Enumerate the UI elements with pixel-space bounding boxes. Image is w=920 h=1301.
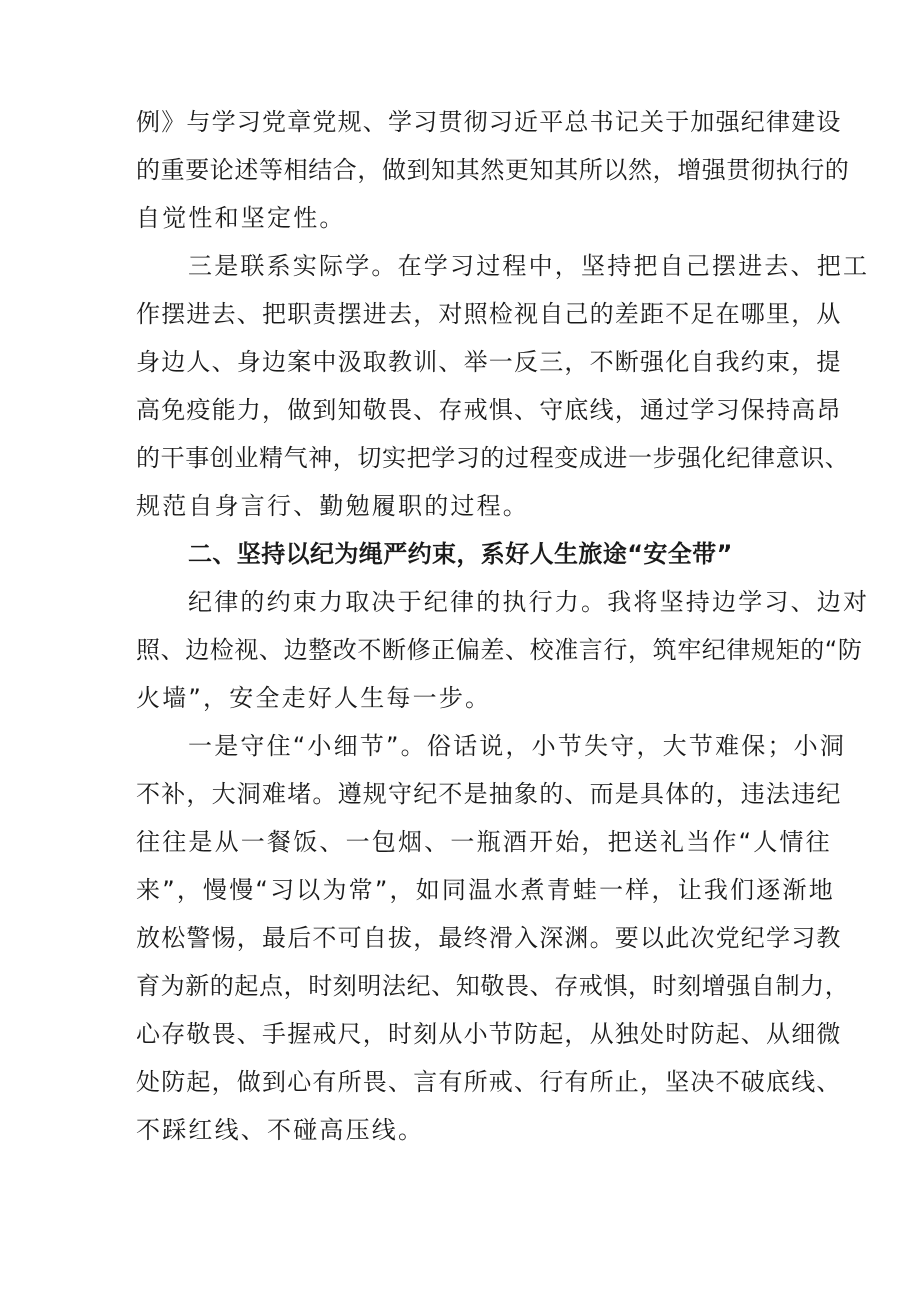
paragraph-start-line: 纪律的约束力取决于纪律的执行力。我将坚持边学习、边对 [188, 588, 870, 616]
text-line: 处防起，做到心有所畏、言有所戒、行有所止，坚决不破底线、 [136, 1068, 842, 1096]
paragraph-start-line: 三是联系实际学。在学习过程中，坚持把自己摆进去、把工 [188, 252, 870, 280]
text-line: 的重要论述等相结合，做到知其然更知其所以然，增强贯彻执行的 [136, 156, 850, 184]
paragraph-start-line: 一是守住“小细节”。俗话说，小节失守，大节难保；小洞 [188, 732, 847, 760]
text-line: 往往是从一餐饭、一包烟、一瓶酒开始，把送礼当作“人情往 [136, 828, 832, 856]
text-line: 作摆进去、把职责摆进去，对照检视自己的差距不足在哪里，从 [136, 300, 842, 328]
text-line: 高免疫能力，做到知敬畏、存戒惧、守底线，通过学习保持高昂 [136, 396, 842, 424]
text-line: 不补，大洞难堵。遵规守纪不是抽象的、而是具体的，违法违纪 [136, 780, 842, 808]
document-body [136, 98, 870, 1154]
text-line: 不踩红线、不碰高压线。 [136, 1116, 425, 1144]
text-line: 来”，慢慢“习以为常”，如同温水煮青蛙一样，让我们逐渐地 [136, 876, 835, 904]
text-line: 火墙”，安全走好人生每一步。 [136, 684, 492, 712]
text-line: 育为新的起点，时刻明法纪、知敬畏、存戒惧，时刻增强自制力， [136, 972, 850, 1000]
text-line: 心存敬畏、手握戒尺，时刻从小节防起，从独处时防起、从细微 [136, 1020, 842, 1048]
text-line: 规范自身言行、勤勉履职的过程。 [136, 492, 529, 520]
text-line: 放松警惕，最后不可自拔，最终滑入深渊。要以此次党纪学习教 [136, 924, 842, 952]
text-line: 例》与学习党章党规、学习贯彻习近平总书记关于加强纪律建设 [136, 108, 842, 136]
text-line: 的干事创业精气神，切实把学习的过程变成进一步强化纪律意识、 [136, 444, 850, 472]
text-line: 自觉性和坚定性。 [136, 204, 346, 232]
text-line: 照、边检视、边整改不断修正偏差、校准言行，筑牢纪律规矩的“防 [136, 636, 863, 664]
section-heading: 二、坚持以纪为绳严约束，系好人生旅途“安全带” [188, 540, 733, 568]
text-line: 身边人、身边案中汲取教训、举一反三，不断强化自我约束，提 [136, 348, 842, 376]
